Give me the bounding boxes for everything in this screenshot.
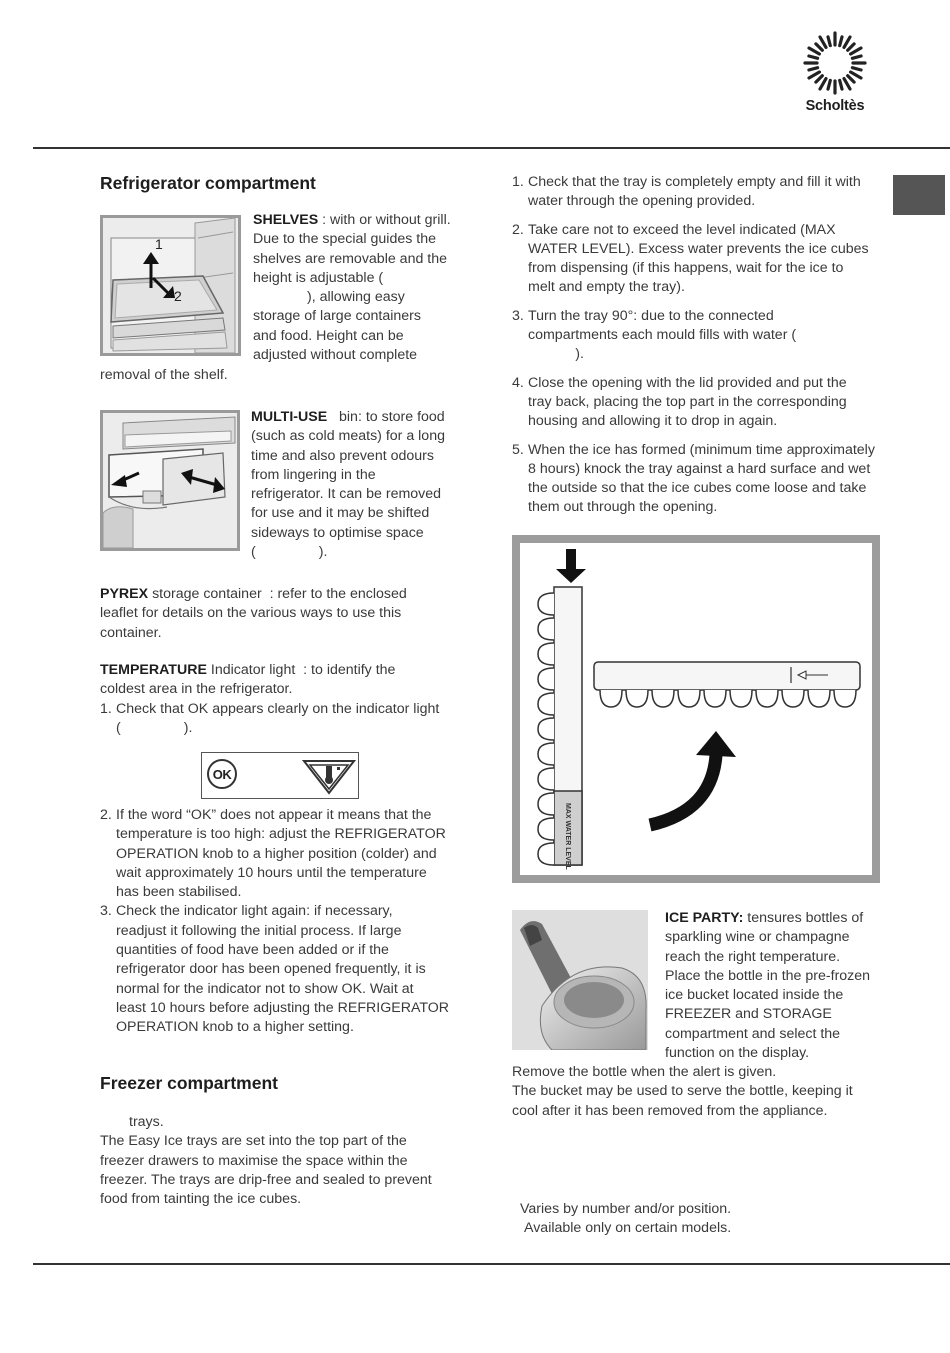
thermometer-icon — [302, 757, 356, 795]
logo-ray — [816, 76, 822, 82]
multiuse-line: refrigerator. It can be removed — [251, 486, 442, 503]
logo-ray — [851, 72, 861, 78]
footnote: Varies by number and/or position. — [520, 1201, 732, 1217]
multiuse-label: MULTI-USE — [251, 409, 328, 425]
ice-mould — [538, 693, 554, 715]
shelves-line: Due to the special guides the — [253, 231, 436, 248]
temperature-line: Indicator light : to identify the — [210, 662, 396, 678]
list-item: 1. Check that OK appears clearly on the indicator light ( ). — [100, 700, 440, 736]
temperature-line: coldest area in the refrigerator. — [100, 681, 293, 698]
shelves-label: SHELVES — [253, 212, 319, 228]
multiuse-line: (such as cold meats) for a long — [251, 428, 445, 445]
pyrex-line: container. — [100, 624, 162, 641]
ice-mould — [834, 690, 856, 707]
multiuse-line: for use and it may be shifted — [251, 505, 430, 522]
logo-ray — [828, 37, 830, 46]
list-item: 2. If the word “OK” does not appear it means that the temperature is too high: adjust the REFRIGERATOR OPERATION knob to a higher position (colder) and wait approximately 10 hours until the temperature has been stabilised. — [100, 807, 446, 901]
shelves-line: adjusted without complete — [253, 347, 418, 364]
list-item: 1. Check that the tray is completely empty and fill it with water through the opening provided. — [512, 174, 861, 210]
logo-ray — [809, 48, 819, 54]
shelves-line: storage of large containers — [253, 308, 421, 325]
logo-ray — [844, 79, 850, 89]
ice-mould — [600, 690, 622, 707]
ok-text: OK — [212, 766, 232, 782]
multiuse-figure — [100, 410, 240, 551]
ice-mould — [538, 668, 554, 690]
ice-mould — [652, 690, 674, 707]
freezer-text: trays. The Easy Ice trays are set into the top part of the freezer drawers to maximise the space within the freezer. The trays are drip-free and sealed to prevent food from tainting the ice cubes. — [100, 1114, 432, 1208]
ice-mould — [538, 793, 554, 815]
logo-ray — [848, 76, 854, 82]
multiuse-line: bin: to store food — [339, 409, 445, 425]
ice-mould — [678, 690, 700, 707]
list-item: 3. Turn the tray 90°: due to the connected compartments each mould fills with water ( ). — [512, 307, 797, 363]
pyrex-label: PYREX — [100, 586, 149, 602]
shelves-figure — [100, 215, 241, 356]
multiuse-text — [251, 408, 466, 562]
logo-ray — [828, 80, 830, 89]
shelves-line: : with or without grill. — [322, 212, 451, 228]
pyrex-line: leaflet for details on the various ways to use this — [100, 605, 402, 622]
shelves-line: removal of the shelf. — [100, 367, 228, 383]
ice-party-figure — [512, 910, 648, 1050]
ice-mould — [704, 690, 726, 707]
logo-ray — [809, 56, 818, 58]
multiuse-line: from lingering in the — [251, 466, 376, 483]
logo-ray — [809, 68, 818, 70]
pyrex-line: storage container : refer to the enclosed — [152, 586, 407, 602]
shelves-line: and food. Height can be — [253, 327, 404, 344]
ice-mould — [730, 690, 752, 707]
temperature-text — [100, 661, 470, 738]
temperature-steps-continued — [100, 806, 470, 1038]
logo-ray — [820, 37, 826, 47]
ice-party-after-text: Remove the bottle when the alert is given. The bucket may be used to serve the bottle, keeping it cool after it has been removed from the appliance. — [512, 1064, 853, 1119]
ice-party-label: ICE PARTY: — [665, 910, 744, 926]
logo-ray — [852, 56, 861, 58]
ice-mould — [538, 718, 554, 740]
multiuse-line: sideways to optimise space — [251, 524, 424, 541]
shelves-line: height is adjustable ( — [253, 269, 384, 286]
logo-ray — [820, 79, 826, 89]
ice-mould — [626, 690, 648, 707]
multiuse-line: ( ). — [251, 544, 328, 561]
ice-mould — [538, 768, 554, 790]
ice-party-text: ICE PARTY: tensures bottles of sparkling wine or champagne reach the right temperature. Place the bottle in the pre-frozen ice bucket located inside the FREEZER and STORAGE compartment and select the function on the display. — [665, 910, 871, 1062]
logo-ray — [840, 37, 842, 46]
ok-indicator-figure — [201, 752, 359, 799]
shelves-line: ), allowing easy — [307, 289, 405, 306]
pyrex-text — [100, 585, 470, 643]
multiuse-line: time and also prevent odours — [251, 447, 434, 464]
ice-mould — [782, 690, 804, 707]
shelf-step-2-label: 2 — [174, 288, 182, 304]
ice-tray-figure — [512, 535, 880, 883]
shelves-text — [253, 211, 468, 365]
ok-badge — [207, 759, 237, 789]
ice-tray-steps — [512, 173, 892, 518]
footnotes — [520, 1200, 820, 1239]
temperature-label: TEMPERATURE — [100, 662, 207, 678]
header-rule — [33, 147, 950, 149]
footnote: Available only on certain models. — [524, 1220, 732, 1237]
logo-ray — [840, 80, 842, 89]
shelf-step-1-label: 1 — [155, 236, 163, 252]
temperature-steps — [100, 700, 470, 739]
list-item: 3. Check the indicator light again: if necessary, readjust it following the initial process. If large quantities of food have been added or if the refrigerator door has been opened frequently, it is normal for the indicator not to show OK. Wait at least 10 hours before adjusting the REFRIGERATOR OPERATION knob to a higher setting. — [100, 903, 450, 1036]
logo-ray — [852, 68, 861, 70]
fridge-heading: Refrigerator compartment — [100, 173, 316, 193]
sun-logo-icon — [795, 30, 875, 96]
logo-ray — [809, 72, 819, 78]
list-item: 5. When the ice has formed (minimum time approximately 8 hours) knock the tray against a hard surface and wet the outside so that the ice cubes come loose and take them out through the opening. — [512, 441, 875, 516]
logo-ray — [848, 44, 854, 50]
logo-ray — [816, 44, 822, 50]
brand-name: Scholtès — [805, 98, 865, 114]
freezer-heading: Freezer compartment — [100, 1073, 278, 1093]
section-tab — [893, 175, 945, 215]
max-water-level-label: MAX WATER LEVEL — [564, 803, 571, 870]
logo-ray — [844, 37, 850, 47]
list-item: 2. Take care not to exceed the level indicated (MAX WATER LEVEL). Excess water prevents the ice cubes from dispensing (if this happens, wait for the ice to melt and empty the tray). — [512, 221, 869, 296]
shelves-line: shelves are removable and the — [253, 250, 448, 267]
ice-mould — [538, 843, 554, 865]
ice-mould — [538, 743, 554, 765]
ice-mould — [538, 618, 554, 640]
list-item: 4. Close the opening with the lid provided and put the tray back, placing the top part in the corresponding housing and allowing it to drop in again. — [512, 374, 847, 430]
ice-mould — [808, 690, 830, 707]
footer-rule — [33, 1263, 950, 1265]
logo-ray — [851, 48, 861, 54]
ice-mould — [538, 593, 554, 615]
brand-logo — [795, 30, 875, 120]
ice-mould — [756, 690, 778, 707]
ice-mould — [538, 818, 554, 840]
ice-mould — [538, 643, 554, 665]
